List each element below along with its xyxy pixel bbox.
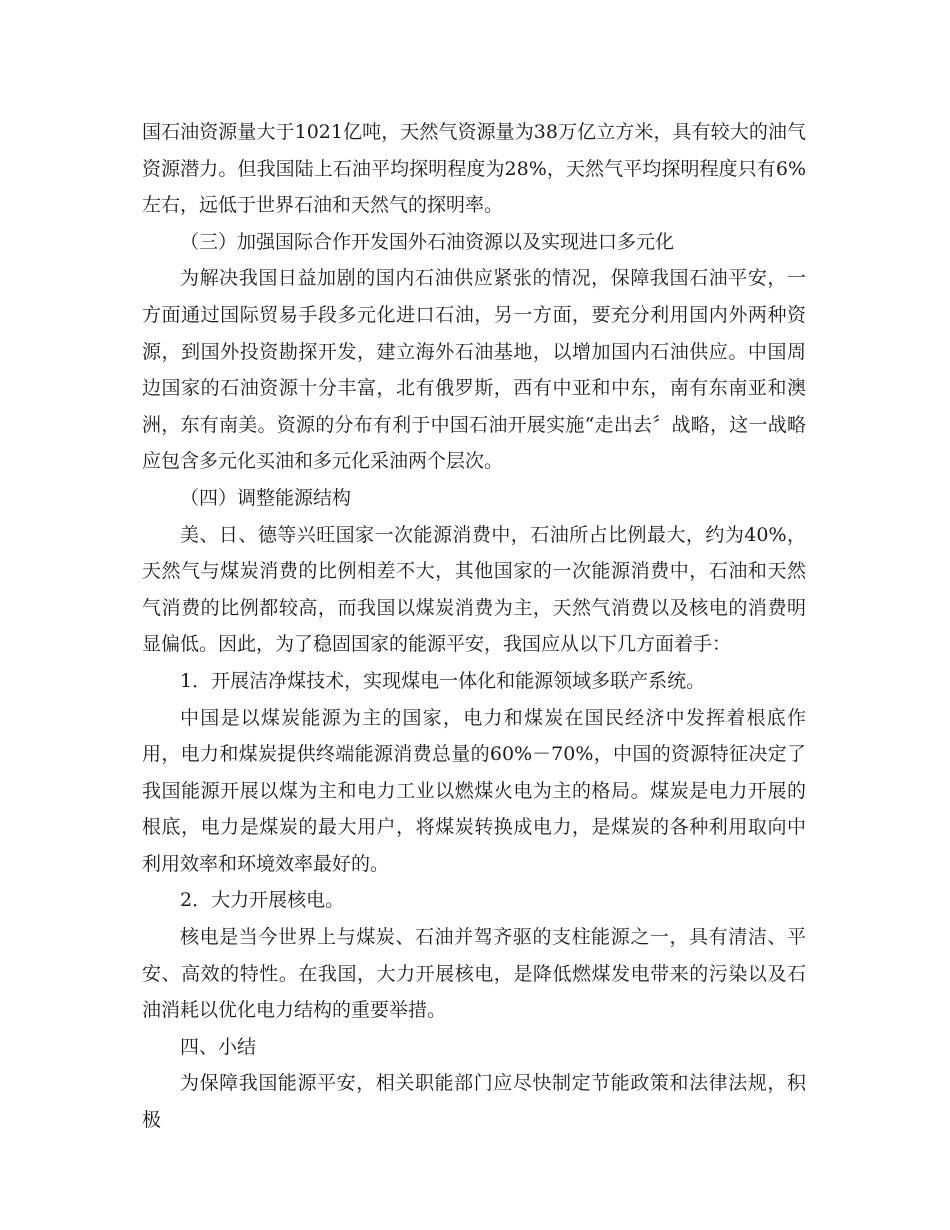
paragraph-resource-potential: 国石油资源量大于1021亿吨，天然气资源量为38万亿立方米，具有较大的油气资源潜力。但我国陆上石油平均探明程度为28%，天然气平均探明程度只有6%左右，远低于世界石油和天然气的探明率。 — [142, 121, 806, 217]
heading-international-cooperation: （三）加强国际合作开发国外石油资源以及实现进口多元化 — [180, 230, 675, 253]
heading-nuclear-power: 2．大力开展核电。 — [180, 889, 345, 912]
document-body — [142, 114, 806, 1139]
heading-summary: 四、小结 — [180, 1035, 257, 1058]
heading-clean-coal: 1．开展洁净煤技术，实现煤电一体化和能源领域多联产系统。 — [180, 669, 706, 692]
heading-energy-structure: （四）调整能源结构 — [180, 486, 352, 509]
paragraph-coal-power: 中国是以煤炭能源为主的国家，电力和煤炭在国民经济中发挥着根底作用，电力和煤炭提供终端能源消费总量的60%－70%，中国的资源特征决定了我国能源开展以煤为主和电力工业以燃煤火电为主的格局。煤炭是电力开展的根底，电力是煤炭的最大用户，将煤炭转换成电力，是煤炭的各种利用取向中利用效率和环境效率最好的。 — [142, 706, 806, 875]
paragraph-nuclear-power: 核电是当今世界上与煤炭、石油并驾齐驱的支柱能源之一，具有清洁、平安、高效的特性。在我国，大力开展核电，是降低燃煤发电带来的污染以及石油消耗以优化电力结构的重要举措。 — [142, 926, 806, 1022]
paragraph-import-diversification: 为解决我国日益加剧的国内石油供应紧张的情况，保障我国石油平安，一方面通过国际贸易手段多元化进口石油，另一方面，要充分利用国内外两种资源，到国外投资勘探开发，建立海外石油基地，以增加国内石油供应。中国周边国家的石油资源十分丰富，北有俄罗斯，西有中亚和中东，南有东南亚和澳洲，东有南美。资源的分布有利于中国石油开展实施“走出去〞战略，这一战略应包含多元化买油和多元化采油两个层次。 — [142, 267, 806, 473]
paragraph-energy-consumption: 美、日、德等兴旺国家一次能源消费中，石油所占比例最大，约为40%，天然气与煤炭消费的比例相差不大，其他国家的一次能源消费中，石油和天然气消费的比例都较高，而我国以煤炭消费为主，天然气消费以及核电的消费明显偏低。因此，为了稳固国家的能源平安，我国应从以下几方面着手： — [142, 523, 806, 656]
paragraph-summary: 为保障我国能源平安，相关职能部门应尽快制定节能政策和法律法规，积极 — [142, 1072, 806, 1132]
